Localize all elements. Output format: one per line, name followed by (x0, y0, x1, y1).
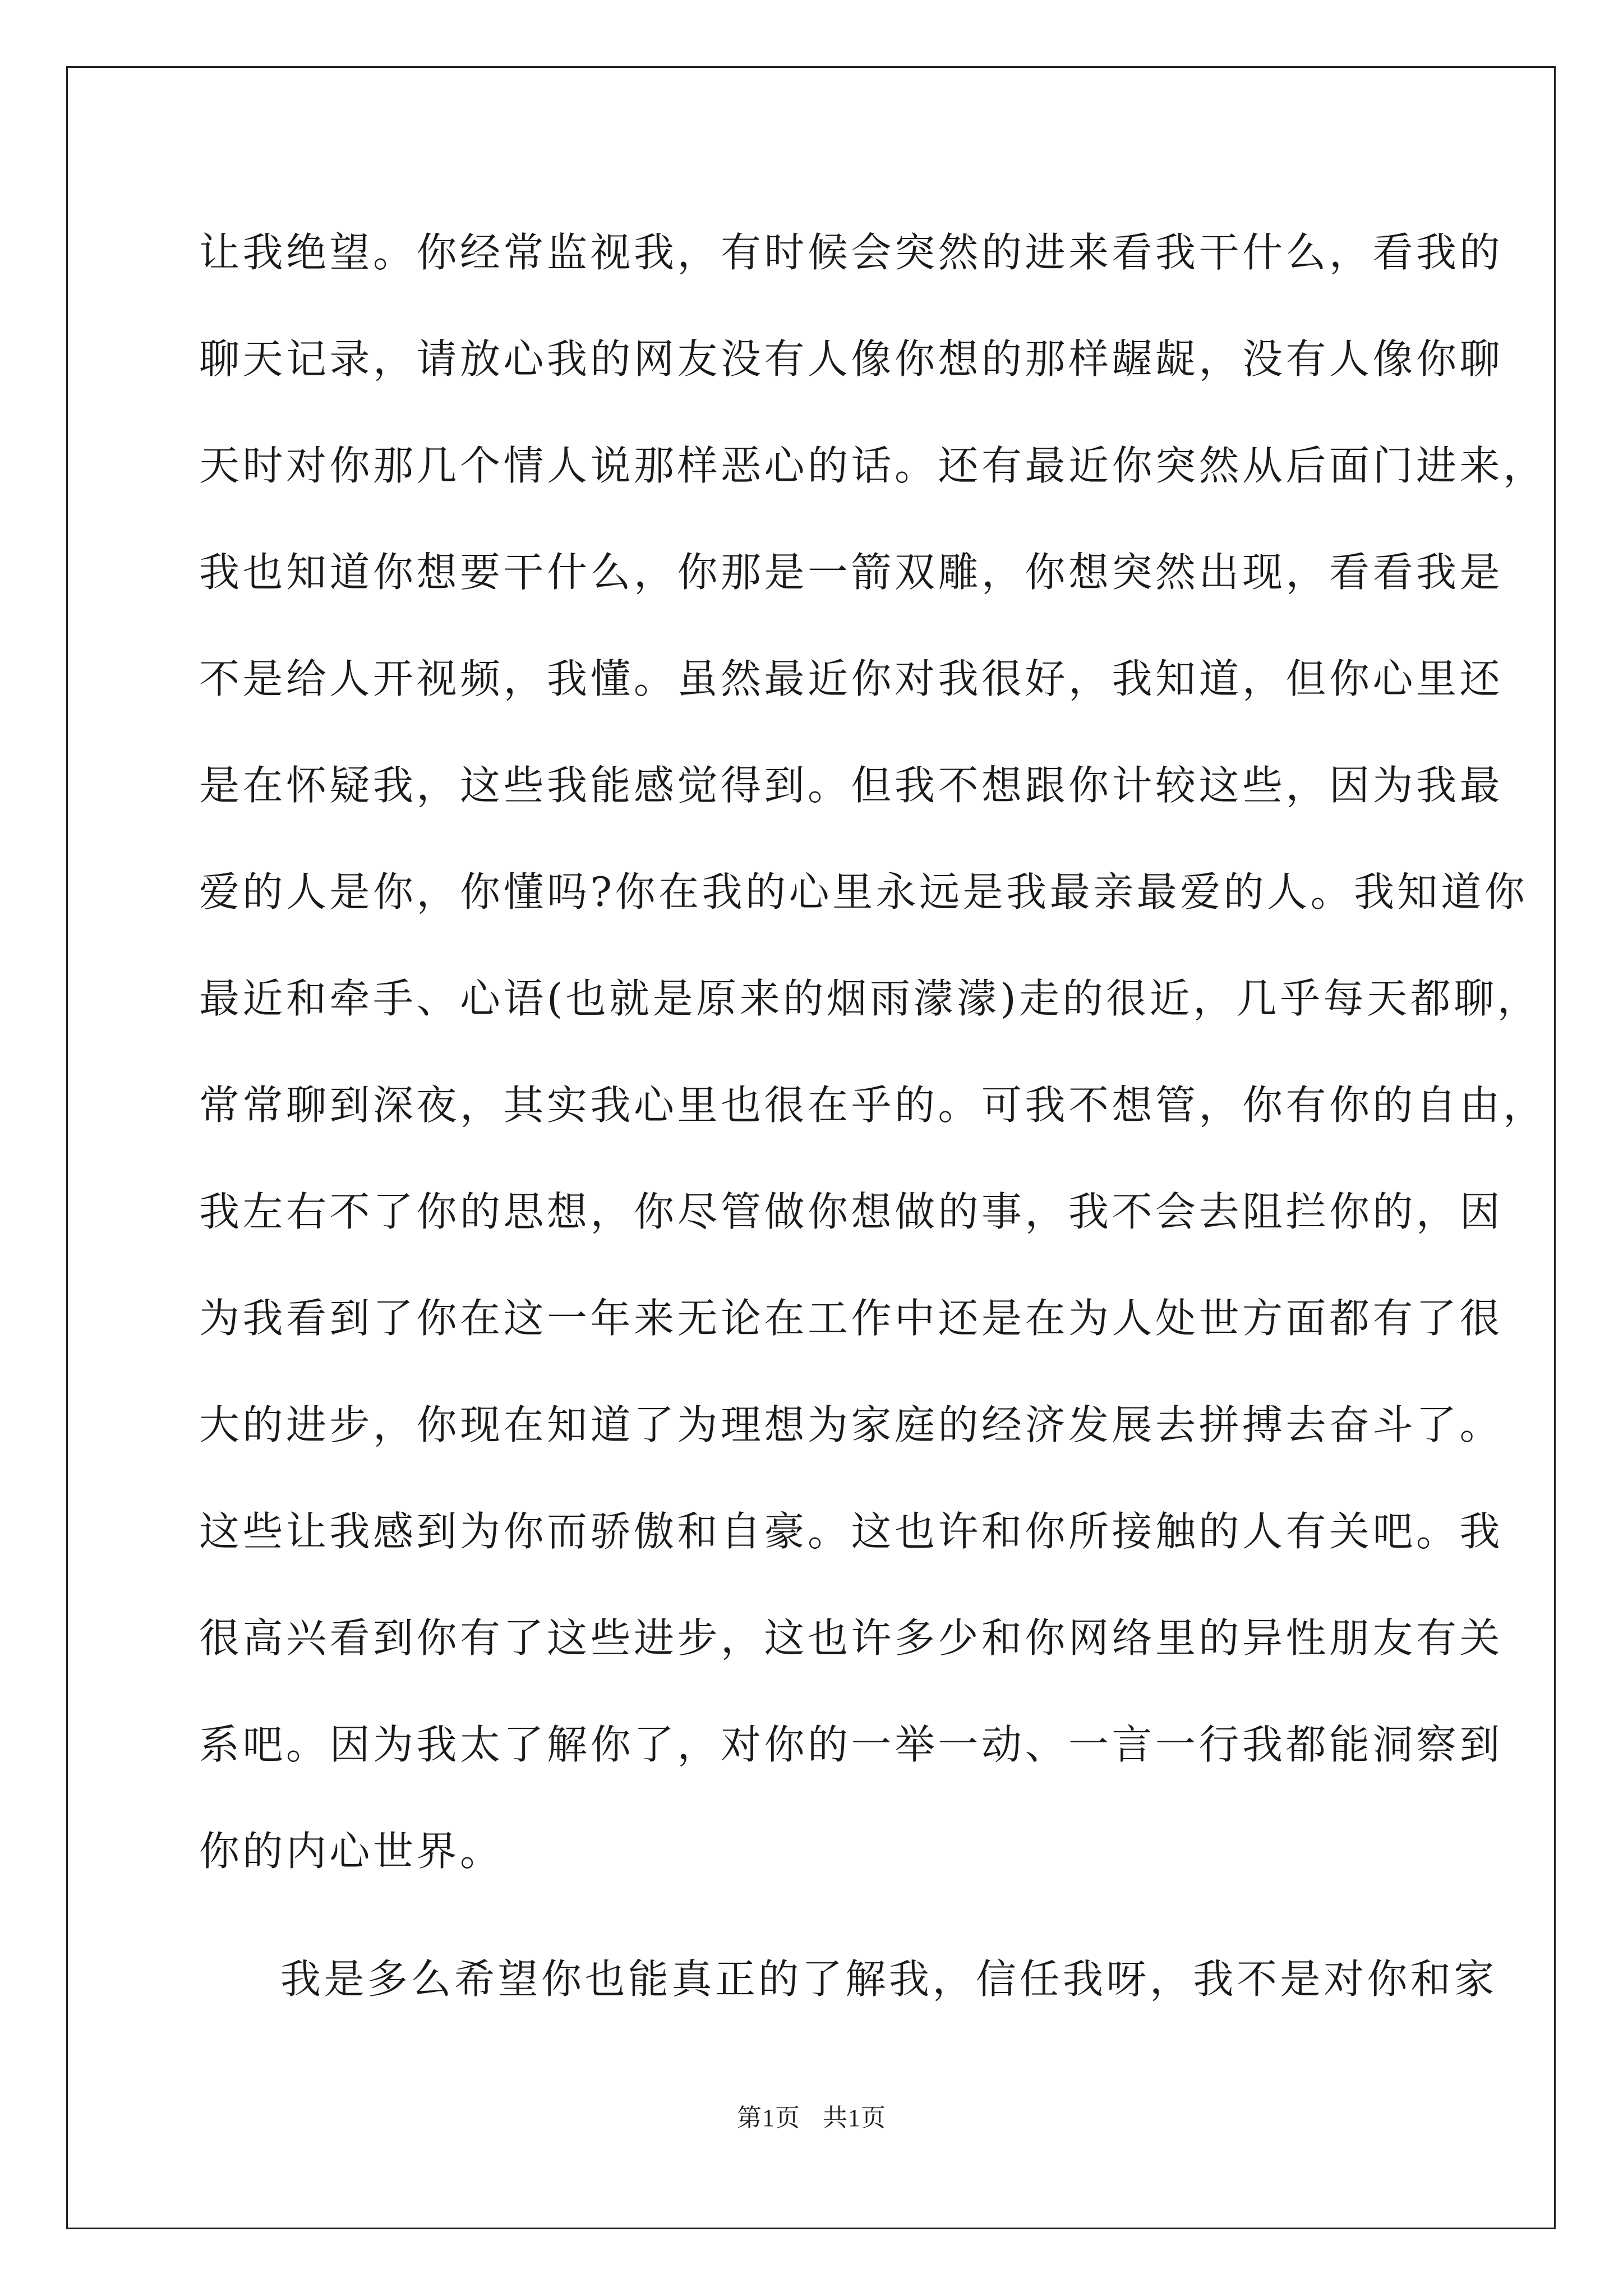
text-line-3: 天时对你那几个情人说那样恶心的话。还有最近你突然从后面门进来， (199, 442, 1547, 489)
text-line-14: 很高兴看到你有了这些进步，这也许多少和你网络里的异性朋友有关 (199, 1614, 1504, 1662)
text-line-5: 不是给人开视频，我懂。虽然最近你对我很好，我知道，但你心里还 (199, 655, 1504, 702)
page-footer (0, 2101, 1623, 2135)
text-line-8: 最近和牵手、心语(也就是原来的烟雨濛濛)走的很近，几乎每天都聊， (199, 975, 1541, 1022)
text-line-4: 我也知道你想要干什么，你那是一箭双雕，你想突然出现，看看我是 (199, 549, 1504, 596)
text-line-7: 爱的人是你，你懂吗?你在我的心里永远是我最亲最爱的人。我知道你 (199, 868, 1528, 915)
text-line-12: 大的进步，你现在知道了为理想为家庭的经济发展去拼搏去奋斗了。 (199, 1401, 1504, 1448)
page-total: 共1页 (823, 2104, 886, 2132)
text-line-6: 是在怀疑我，这些我能感觉得到。但我不想跟你计较这些，因为我最 (199, 762, 1504, 809)
text-line-16: 你的内心世界。 (199, 1828, 504, 1875)
text-line-2: 聊天记录，请放心我的网友没有人像你想的那样龌龊，没有人像你聊 (199, 335, 1504, 383)
text-line-13: 这些让我感到为你而骄傲和自豪。这也许和你所接触的人有关吧。我 (199, 1508, 1504, 1555)
paragraph-start: 我是多么希望你也能真正的了解我，信任我呀，我不是对你和家 (280, 1955, 1498, 2003)
text-line-10: 我左右不了你的思想，你尽管做你想做的事，我不会去阻拦你的，因 (199, 1188, 1504, 1235)
document-body (199, 199, 1547, 2032)
page-number: 第1页 (737, 2104, 800, 2132)
text-line-11: 为我看到了你在这一年来无论在工作中还是在为人处世方面都有了很 (199, 1295, 1504, 1342)
text-line-9: 常常聊到深夜，其实我心里也很在乎的。可我不想管，你有你的自由， (199, 1082, 1547, 1129)
paragraph-gap (199, 1904, 1433, 1926)
text-line-15: 系吧。因为我太了解你了，对你的一举一动、一言一行我都能洞察到 (199, 1721, 1504, 1768)
text-line-1: 让我绝望。你经常监视我，有时候会突然的进来看我干什么，看我的 (199, 229, 1504, 276)
